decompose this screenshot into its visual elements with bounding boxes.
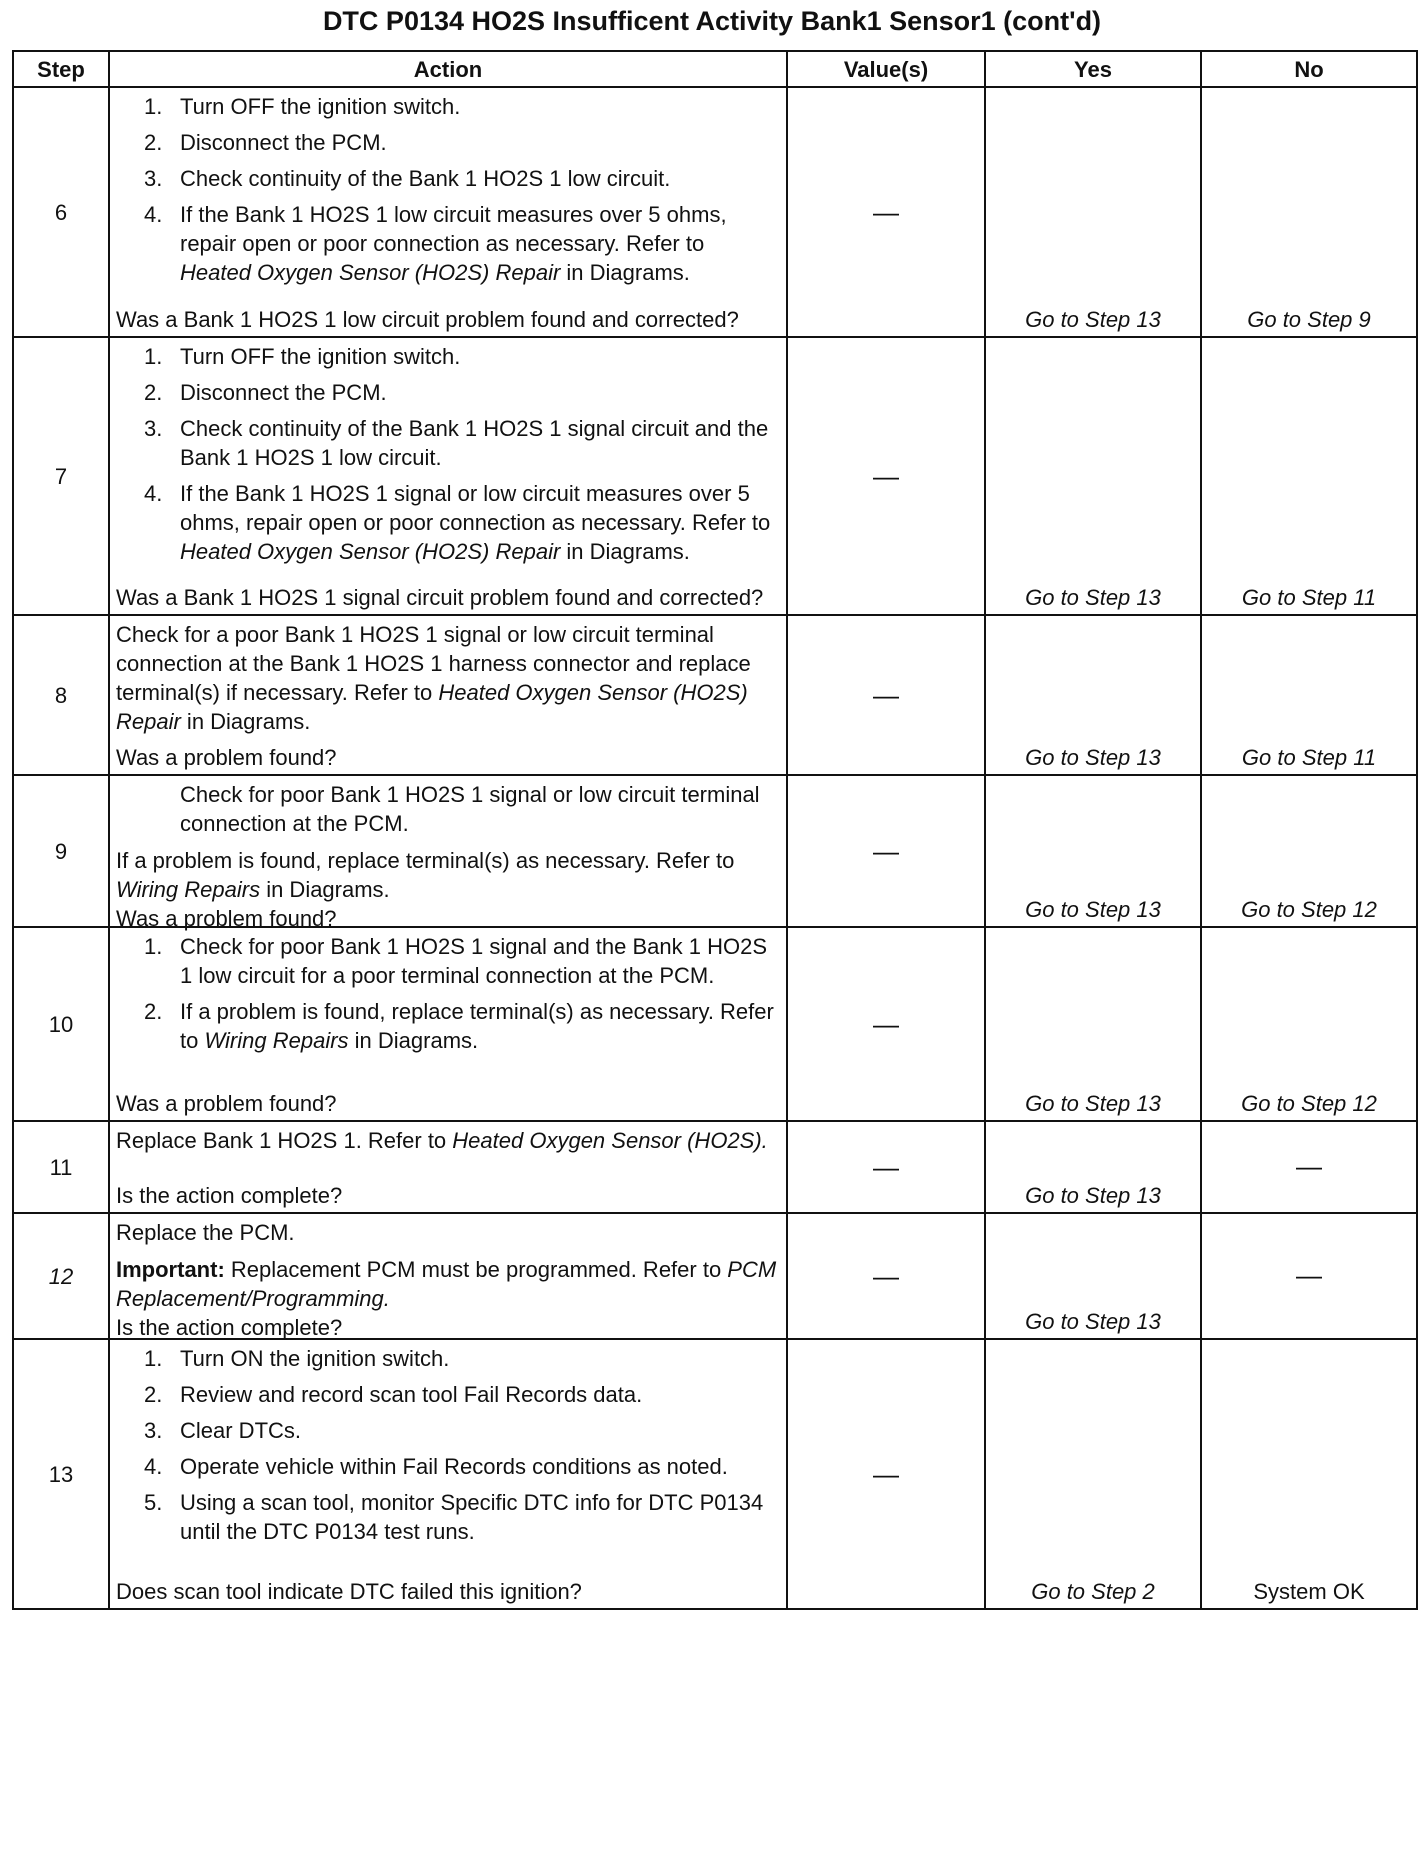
table-row bbox=[13, 615, 1417, 775]
step-number: 9 bbox=[13, 775, 109, 927]
action-cell: Replace the PCM. Important: Replacement PCM must be programmed. Refer to PCM Replacement/Programming. Is the action complete? bbox=[109, 1213, 787, 1339]
yes-cell: Go to Step 13 bbox=[985, 775, 1201, 927]
question: Was a problem found? bbox=[116, 906, 337, 931]
header-values: Value(s) bbox=[787, 51, 985, 87]
no-cell: Go to Step 11 bbox=[1201, 615, 1417, 775]
action-cell: 1. Check for poor Bank 1 HO2S 1 signal and the Bank 1 HO2S 1 low circuit for a poor terminal connection at the PCM. 2. If a problem is found, replace terminal(s) as necessary. Refer to Wiring Repairs in Diagrams. Was a problem found? bbox=[109, 927, 787, 1121]
question: Was a problem found? bbox=[116, 745, 337, 770]
important-label: Important: bbox=[116, 1257, 225, 1282]
value-cell: — bbox=[787, 87, 985, 337]
action-cell: 1. Turn ON the ignition switch. 2. Review and record scan tool Fail Records data. 3. Clear DTCs. 4. Operate vehicle within Fail Records conditions as noted. 5. Using a scan tool, monitor Specific DTC info for DTC P0134 until the DTC P0134 test runs. Does scan tool indicate DTC failed this ignition? bbox=[109, 1339, 787, 1609]
yes-cell: Go to Step 13 bbox=[985, 87, 1201, 337]
step-number: 13 bbox=[13, 1339, 109, 1609]
table-row bbox=[13, 775, 1417, 927]
value-cell: — bbox=[787, 1213, 985, 1339]
no-cell: System OK bbox=[1201, 1339, 1417, 1609]
value-cell: — bbox=[787, 337, 985, 615]
header-step: Step bbox=[13, 51, 109, 87]
yes-cell: Go to Step 13 bbox=[985, 1121, 1201, 1213]
header-yes: Yes bbox=[985, 51, 1201, 87]
table-row bbox=[13, 1213, 1417, 1339]
page-title: DTC P0134 HO2S Insufficent Activity Bank1 Sensor1 (cont'd) bbox=[322, 6, 1102, 36]
value-cell: — bbox=[787, 615, 985, 775]
table-row bbox=[13, 1339, 1417, 1609]
no-cell: Go to Step 9 bbox=[1201, 87, 1417, 337]
no-cell: — bbox=[1201, 1121, 1417, 1213]
no-cell: Go to Step 12 bbox=[1201, 927, 1417, 1121]
table-row bbox=[13, 87, 1417, 337]
action-cell: Check for poor Bank 1 HO2S 1 signal or low circuit terminal connection at the PCM. If a problem is found, replace terminal(s) as necessary. Refer to Wiring Repairs in Diagrams. Was a problem found? bbox=[109, 775, 787, 927]
step-number: 12 bbox=[13, 1213, 109, 1339]
question: Is the action complete? bbox=[116, 1315, 343, 1340]
no-cell: — bbox=[1201, 1213, 1417, 1339]
value-cell: — bbox=[787, 927, 985, 1121]
yes-cell: Go to Step 13 bbox=[985, 615, 1201, 775]
question: Was a Bank 1 HO2S 1 low circuit problem found and corrected? bbox=[116, 307, 739, 332]
header-row bbox=[13, 51, 1417, 87]
action-cell: Check for a poor Bank 1 HO2S 1 signal or low circuit terminal connection at the Bank 1 HO2S 1 harness connector and replace terminal(s) if necessary. Refer to Heated Oxygen Sensor (HO2S) Repair in Diagrams. Was a problem found? bbox=[109, 615, 787, 775]
action-cell: Replace Bank 1 HO2S 1. Refer to Heated Oxygen Sensor (HO2S). Is the action complete? bbox=[109, 1121, 787, 1213]
yes-cell: Go to Step 13 bbox=[985, 1213, 1201, 1339]
no-cell: Go to Step 12 bbox=[1201, 775, 1417, 927]
action-cell: 1. Turn OFF the ignition switch. 2. Disconnect the PCM. 3. Check continuity of the Bank 1 HO2S 1 signal circuit and the Bank 1 HO2S 1 low circuit. 4. If the Bank 1 HO2S 1 signal or low circuit measures over 5 ohms, repair open or poor connection as necessary. Refer to Heated Oxygen Sensor (HO2S) Repair in Diagrams. Was a Bank 1 HO2S 1 signal circuit problem found and corrected? bbox=[109, 337, 787, 615]
header-action: Action bbox=[109, 51, 787, 87]
step-number: 8 bbox=[13, 615, 109, 775]
header-no: No bbox=[1201, 51, 1417, 87]
value-cell: — bbox=[787, 1121, 985, 1213]
value-cell: — bbox=[787, 775, 985, 927]
question: Is the action complete? bbox=[116, 1183, 343, 1208]
yes-cell: Go to Step 13 bbox=[985, 927, 1201, 1121]
diagnostic-table bbox=[12, 50, 1418, 1610]
yes-cell: Go to Step 2 bbox=[985, 1339, 1201, 1609]
question: Was a Bank 1 HO2S 1 signal circuit problem found and corrected? bbox=[116, 585, 764, 610]
step-number: 10 bbox=[13, 927, 109, 1121]
question: Was a problem found? bbox=[116, 1091, 337, 1116]
no-cell: Go to Step 11 bbox=[1201, 337, 1417, 615]
step-number: 7 bbox=[13, 337, 109, 615]
step-number: 11 bbox=[13, 1121, 109, 1213]
table-row bbox=[13, 1121, 1417, 1213]
question: Does scan tool indicate DTC failed this ignition? bbox=[116, 1579, 582, 1604]
table-row bbox=[13, 927, 1417, 1121]
action-cell: 1. Turn OFF the ignition switch. 2. Disconnect the PCM. 3. Check continuity of the Bank 1 HO2S 1 low circuit. 4. If the Bank 1 HO2S 1 low circuit measures over 5 ohms, repair open or poor connection as necessary. Refer to Heated Oxygen Sensor (HO2S) Repair in Diagrams. Was a Bank 1 HO2S 1 low circuit problem found and corrected? bbox=[109, 87, 787, 337]
yes-cell: Go to Step 13 bbox=[985, 337, 1201, 615]
table-row bbox=[13, 337, 1417, 615]
value-cell: — bbox=[787, 1339, 985, 1609]
step-number: 6 bbox=[13, 87, 109, 337]
